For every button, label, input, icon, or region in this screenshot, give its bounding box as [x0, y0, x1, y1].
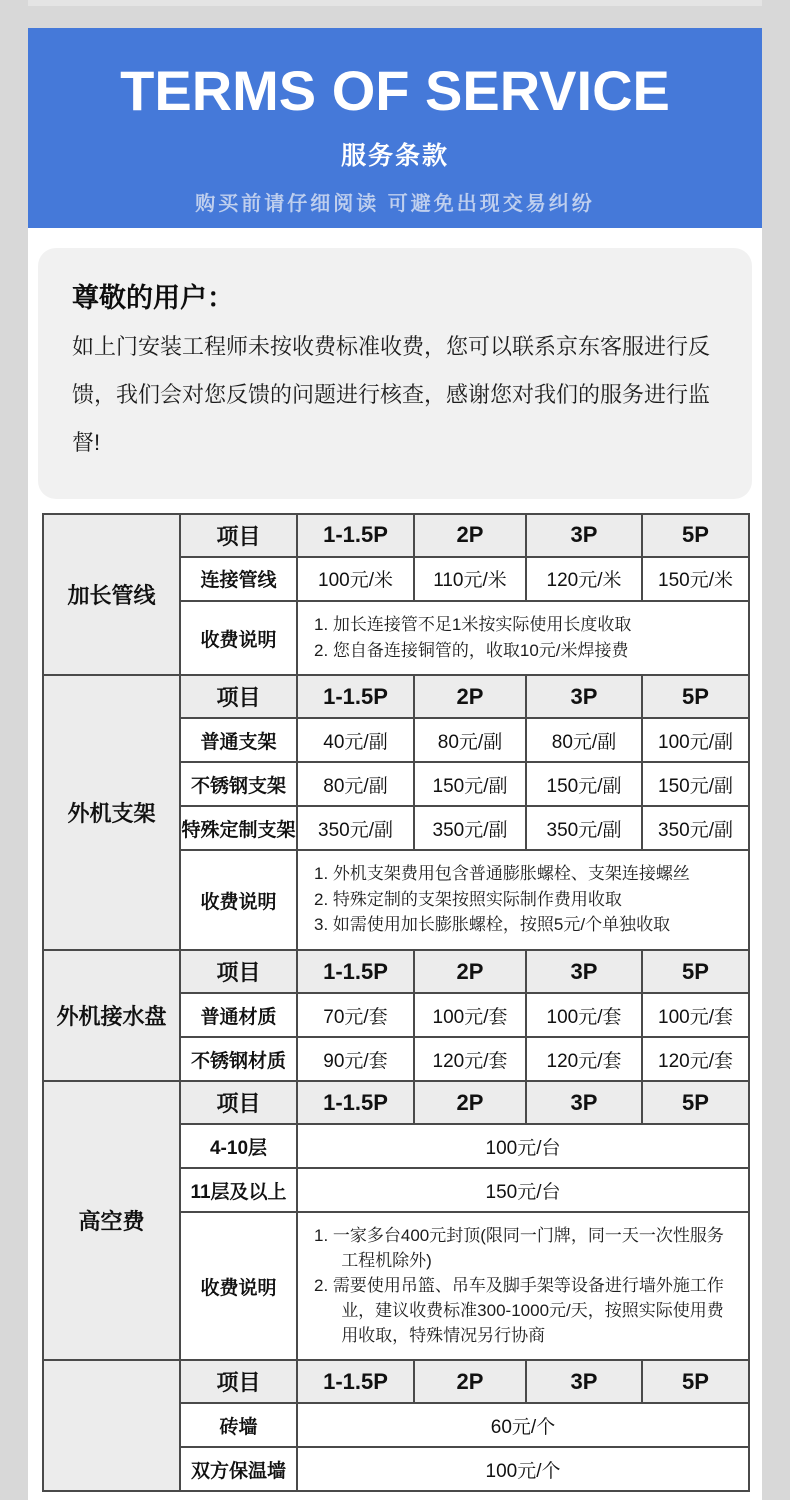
- column-header: 2P: [414, 675, 526, 718]
- notes-cell: [297, 1212, 749, 1360]
- row-label: 4-10层: [180, 1124, 297, 1168]
- column-header: 2P: [414, 950, 526, 993]
- row-label: 普通支架: [180, 718, 297, 762]
- column-header: 5P: [642, 1360, 749, 1403]
- notes-cell: [297, 601, 749, 675]
- column-header: 3P: [526, 675, 642, 718]
- column-header: 2P: [414, 514, 526, 557]
- fee-table-2: [42, 949, 750, 1082]
- column-header: 5P: [642, 514, 749, 557]
- note-item: 2. 您自备连接铜管的，收取10元/米焊接费: [314, 640, 629, 660]
- category-cell: 加长管线: [43, 514, 180, 675]
- price-cell-span: 60元/个: [297, 1403, 749, 1447]
- fee-tables: [42, 513, 762, 1492]
- category-cell: 外机接水盘: [43, 950, 180, 1081]
- category-cell: [43, 1360, 180, 1491]
- price-cell: 120元/套: [414, 1037, 526, 1081]
- column-header: 3P: [526, 1081, 642, 1124]
- price-cell: 150元/副: [414, 762, 526, 806]
- row-label: 普通材质: [180, 993, 297, 1037]
- fee-table-0: [42, 513, 750, 676]
- notice-body: 如上门安装工程师未按收费标准收费，您可以联系京东客服进行反馈，我们会对您反馈的问题进行核查，感谢您对我们的服务进行监督!: [72, 334, 711, 455]
- price-cell: 100元/米: [297, 557, 414, 601]
- column-header: 3P: [526, 1360, 642, 1403]
- table-header-row: [43, 950, 749, 993]
- notes-cell: [297, 850, 749, 950]
- note-item: 2. 需要使用吊篮、吊车及脚手架等设备进行墙外施工作业，建议收费标准300-1000元/天，按照实际使用费用收取，特殊情况另行协商: [314, 1276, 724, 1345]
- price-cell: 90元/套: [297, 1037, 414, 1081]
- column-header: 1-1.5P: [297, 675, 414, 718]
- column-header: 2P: [414, 1360, 526, 1403]
- category-cell: 外机支架: [43, 675, 180, 950]
- price-cell: 120元/米: [526, 557, 642, 601]
- banner-subtitle: 服务条款: [340, 142, 449, 170]
- row-label: 不锈钢材质: [180, 1037, 297, 1081]
- price-cell: 100元/套: [414, 993, 526, 1037]
- notes-label: 收费说明: [180, 850, 297, 950]
- page-title: TERMS OF SERVICE: [120, 59, 670, 122]
- table-header-row: [43, 514, 749, 557]
- notice-card: [38, 248, 752, 499]
- column-header: 2P: [414, 1081, 526, 1124]
- column-header: 项目: [180, 1360, 297, 1403]
- price-cell: 120元/套: [642, 1037, 749, 1081]
- banner-tagline: 购买前请仔细阅读 可避免出现交易纠纷: [195, 193, 595, 215]
- price-cell: 80元/副: [414, 718, 526, 762]
- note-item: 1. 一家多台400元封顶(限同一门牌，同一天一次性服务工程机除外): [314, 1226, 724, 1270]
- price-cell: 350元/副: [297, 806, 414, 850]
- table-header-row: [43, 675, 749, 718]
- row-label: 11层及以上: [180, 1168, 297, 1212]
- row-label: 砖墙: [180, 1403, 297, 1447]
- column-header: 5P: [642, 1081, 749, 1124]
- notes-label: 收费说明: [180, 1212, 297, 1360]
- price-cell: 100元/副: [642, 718, 749, 762]
- row-label: 连接管线: [180, 557, 297, 601]
- column-header: 3P: [526, 514, 642, 557]
- column-header: 3P: [526, 950, 642, 993]
- price-cell: 350元/副: [642, 806, 749, 850]
- price-cell: 150元/副: [526, 762, 642, 806]
- column-header: 5P: [642, 950, 749, 993]
- price-cell: 150元/副: [642, 762, 749, 806]
- column-header: 5P: [642, 675, 749, 718]
- note-item: 2. 特殊定制的支架按照实际制作费用收取: [314, 889, 622, 909]
- notice-heading: 尊敬的用户：: [72, 283, 234, 313]
- previous-section-edge: [28, 0, 762, 6]
- note-item: 3. 如需使用加长膨胀螺栓，按照5元/个单独收取: [314, 915, 671, 935]
- price-cell: 350元/副: [414, 806, 526, 850]
- table-header-row: [43, 1360, 749, 1403]
- column-header: 1-1.5P: [297, 514, 414, 557]
- price-cell: 80元/副: [297, 762, 414, 806]
- fee-table-1: [42, 674, 750, 951]
- content-area: [28, 28, 762, 1500]
- price-cell: 100元/套: [642, 993, 749, 1037]
- column-header: 1-1.5P: [297, 1081, 414, 1124]
- price-cell: 40元/副: [297, 718, 414, 762]
- price-cell: 150元/米: [642, 557, 749, 601]
- price-cell-span: 100元/个: [297, 1447, 749, 1491]
- column-header: 1-1.5P: [297, 950, 414, 993]
- row-label: 双方保温墙: [180, 1447, 297, 1491]
- row-label: 特殊定制支架: [180, 806, 297, 850]
- column-header: 项目: [180, 675, 297, 718]
- price-cell: 350元/副: [526, 806, 642, 850]
- price-cell: 70元/套: [297, 993, 414, 1037]
- price-cell-span: 100元/台: [297, 1124, 749, 1168]
- fee-table-4: [42, 1359, 750, 1492]
- table-header-row: [43, 1081, 749, 1124]
- category-cell: 高空费: [43, 1081, 180, 1360]
- column-header: 项目: [180, 1081, 297, 1124]
- row-label: 不锈钢支架: [180, 762, 297, 806]
- price-cell: 120元/套: [526, 1037, 642, 1081]
- price-cell: 100元/套: [526, 993, 642, 1037]
- fee-table-3: [42, 1080, 750, 1361]
- terms-banner: [28, 28, 762, 228]
- column-header: 项目: [180, 514, 297, 557]
- price-cell-span: 150元/台: [297, 1168, 749, 1212]
- column-header: 项目: [180, 950, 297, 993]
- notes-label: 收费说明: [180, 601, 297, 675]
- note-item: 1. 加长连接管不足1米按实际使用长度收取: [314, 614, 632, 634]
- column-header: 1-1.5P: [297, 1360, 414, 1403]
- note-item: 1. 外机支架费用包含普通膨胀螺栓、支架连接螺丝: [314, 864, 690, 884]
- price-cell: 110元/米: [414, 557, 526, 601]
- price-cell: 80元/副: [526, 718, 642, 762]
